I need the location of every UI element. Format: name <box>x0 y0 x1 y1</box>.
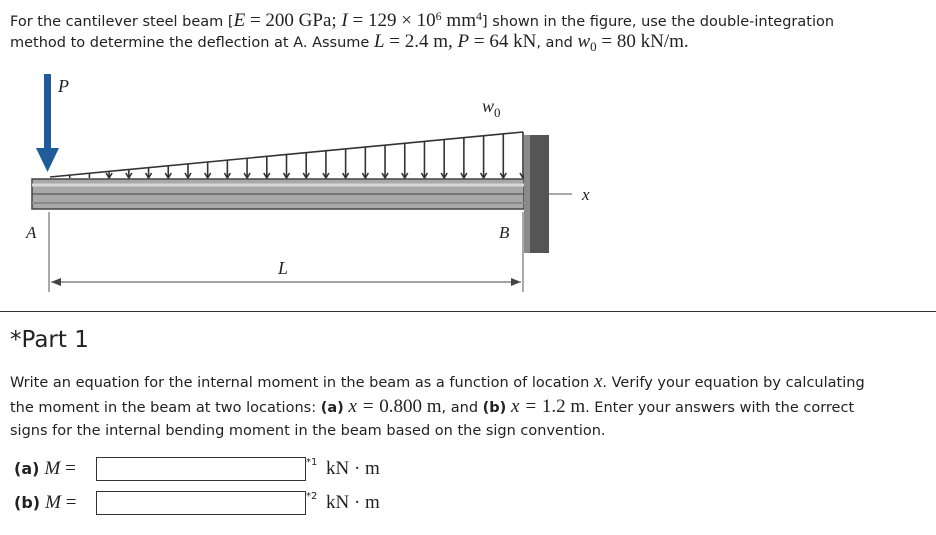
answer-row-a <box>14 456 380 482</box>
problem-line-2 <box>10 32 930 57</box>
dimension-L <box>51 278 521 286</box>
label-w0: $w_0$ <box>482 96 501 120</box>
var-w: w <box>577 30 591 52</box>
answer-label-b: (b) M = <box>14 492 77 513</box>
label-P: P <box>58 76 69 96</box>
problem-text: method to determine the deflection at A. Assume <box>10 34 374 51</box>
eq-b: x = <box>506 396 542 417</box>
answer-input-b[interactable] <box>96 491 306 515</box>
value-b: 1.2 m <box>541 396 586 417</box>
value-P: = 64 kN <box>469 30 537 52</box>
var-I: I <box>341 9 348 31</box>
value-E: = 200 GPa; <box>245 9 342 31</box>
value-I: = 129 × 10 <box>347 9 436 31</box>
answer-unit-a: kN · m <box>326 458 380 479</box>
unit-mm: mm <box>441 9 476 31</box>
answer-mark-b: *2 <box>306 491 318 502</box>
instruction-text: . Verify your equation by calculating <box>602 375 865 391</box>
value-L: = 2.4 m, <box>384 30 458 52</box>
problem-text: For the cantilever steel beam [ <box>10 13 234 30</box>
section-divider <box>0 311 936 312</box>
problem-statement <box>10 6 930 57</box>
problem-text: , and <box>536 34 578 51</box>
part-title: *Part 1 <box>10 327 89 353</box>
answer-unit-b: kN · m <box>326 492 380 513</box>
value-w: = 80 kN/m. <box>596 30 689 52</box>
tag-b: (b) <box>482 400 507 416</box>
subscript: 0 <box>590 38 597 54</box>
fixed-wall <box>524 135 549 253</box>
exponent: 4 <box>475 9 482 23</box>
label-A: A <box>26 223 37 242</box>
label-B: B <box>499 223 510 242</box>
beam <box>32 179 524 209</box>
part-instructions <box>10 370 925 443</box>
instruction-text: , and <box>441 400 483 416</box>
answer-mark-a: *1 <box>306 457 318 468</box>
answer-label-a: (a) M = <box>14 458 76 479</box>
instruction-text: the moment in the beam at two locations: <box>10 400 321 416</box>
eq-a: x = <box>343 396 380 417</box>
exponent: 6 <box>435 9 442 23</box>
var-x: x <box>593 371 603 392</box>
answer-row-b <box>14 490 380 516</box>
label-L: L <box>278 258 289 278</box>
var-L: L <box>373 30 385 52</box>
problem-text: ] shown in the figure, use the double-integration <box>481 13 835 30</box>
label-x: x <box>582 185 590 204</box>
answer-input-a[interactable] <box>96 457 306 481</box>
instruction-text: . Enter your answers with the correct <box>585 400 855 416</box>
var-P: P <box>457 30 470 52</box>
var-E: E <box>233 9 246 31</box>
instruction-text: signs for the internal bending moment in the beam based on the sign convention. <box>10 423 606 439</box>
distributed-load <box>50 132 526 178</box>
instruction-text: Write an equation for the internal moment in the beam as a function of location <box>10 375 594 391</box>
point-load-arrow <box>36 74 59 172</box>
tag-a: (a) <box>320 400 344 416</box>
beam-figure <box>20 62 620 292</box>
problem-line-1 <box>10 6 930 32</box>
value-a: 0.800 m <box>379 396 442 417</box>
